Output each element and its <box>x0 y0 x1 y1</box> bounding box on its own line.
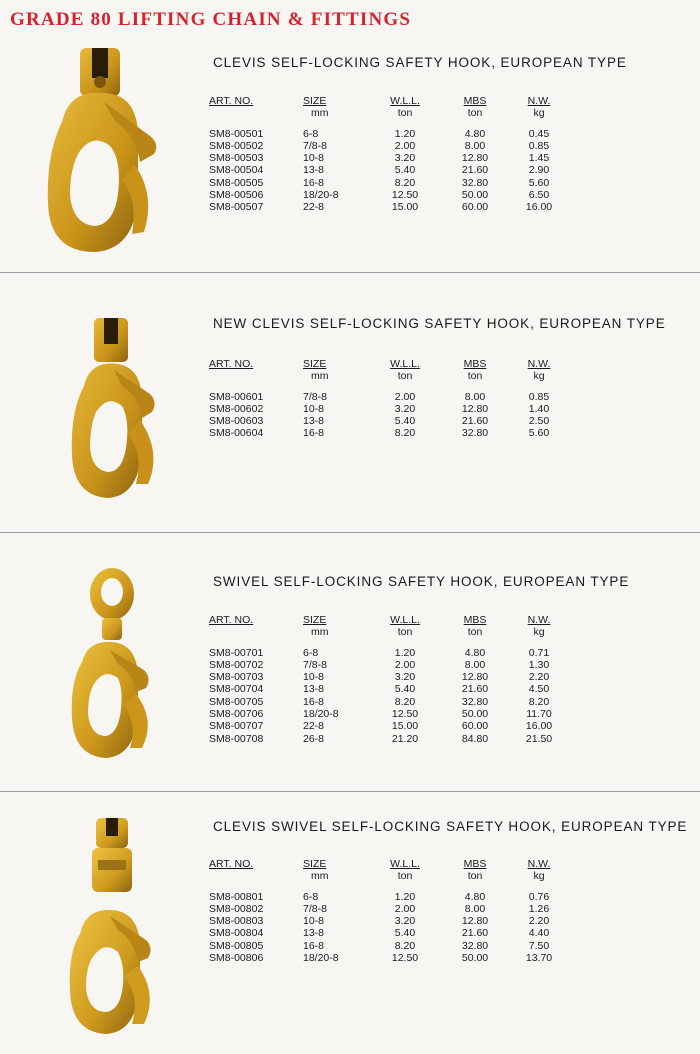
section-divider <box>0 791 700 792</box>
table-row <box>209 927 569 939</box>
cell-size: 10-8 <box>303 915 325 928</box>
cell-art-no: SM8-00601 <box>209 390 264 403</box>
cell-nw: 0.85 <box>528 139 550 152</box>
section-title: CLEVIS SELF-LOCKING SAFETY HOOK, EUROPEAN TYPE <box>213 55 627 70</box>
cell-size: 10-8 <box>303 152 325 165</box>
col-size: SIZE <box>303 614 327 626</box>
cell-size: 13-8 <box>303 683 325 696</box>
cell-size: 13-8 <box>303 415 325 428</box>
units-row <box>209 107 569 127</box>
col-wll: W.L.L. <box>390 614 420 626</box>
cell-art-no: SM8-00501 <box>209 127 264 140</box>
cell-art-no: SM8-00806 <box>209 952 264 965</box>
col-art-no: ART. NO. <box>209 858 254 870</box>
cell-nw: 8.20 <box>528 695 550 708</box>
table-row <box>209 164 569 176</box>
table-row <box>209 720 569 732</box>
cell-wll: 1.20 <box>394 646 416 659</box>
cell-size: 10-8 <box>303 402 325 415</box>
cell-mbs: 8.00 <box>464 658 486 671</box>
unit-size: mm <box>311 107 329 120</box>
table-row <box>209 403 569 415</box>
cell-wll: 8.20 <box>394 695 416 708</box>
cell-wll: 5.40 <box>394 415 416 428</box>
cell-mbs: 21.60 <box>461 927 489 940</box>
spec-table <box>209 614 569 745</box>
cell-mbs: 12.80 <box>461 402 489 415</box>
section-divider <box>0 532 700 533</box>
spec-table <box>209 358 569 440</box>
cell-wll: 15.00 <box>391 720 419 733</box>
cell-wll: 5.40 <box>394 927 416 940</box>
cell-mbs: 21.60 <box>461 164 489 177</box>
table-row <box>209 427 569 439</box>
unit-art-no <box>209 870 301 890</box>
col-size: SIZE <box>303 95 327 107</box>
new-clevis-self-locking-hook-icon <box>66 316 166 502</box>
swivel-self-locking-hook-icon <box>62 566 162 762</box>
cell-nw: 2.20 <box>528 915 550 928</box>
table-header-row <box>209 858 569 870</box>
cell-art-no: SM8-00701 <box>209 646 264 659</box>
clevis-swivel-self-locking-hook-icon <box>62 816 162 1038</box>
cell-nw: 5.60 <box>528 427 550 440</box>
cell-size: 7/8-8 <box>303 902 327 915</box>
cell-wll: 3.20 <box>394 671 416 684</box>
cell-mbs: 32.80 <box>461 427 489 440</box>
unit-mbs: ton <box>467 370 483 383</box>
cell-wll: 2.00 <box>394 658 416 671</box>
cell-mbs: 50.00 <box>461 708 489 721</box>
cell-nw: 0.71 <box>528 646 550 659</box>
cell-nw: 4.40 <box>528 927 550 940</box>
cell-mbs: 21.60 <box>461 683 489 696</box>
cell-nw: 2.20 <box>528 671 550 684</box>
cell-size: 16-8 <box>303 695 325 708</box>
cell-wll: 5.40 <box>394 683 416 696</box>
cell-wll: 3.20 <box>394 402 416 415</box>
cell-size: 6-8 <box>303 890 319 903</box>
cell-art-no: SM8-00801 <box>209 890 264 903</box>
cell-art-no: SM8-00503 <box>209 152 264 165</box>
cell-size: 6-8 <box>303 127 319 140</box>
section-title: SWIVEL SELF-LOCKING SAFETY HOOK, EUROPEAN TYPE <box>213 574 630 589</box>
cell-mbs: 8.00 <box>464 902 486 915</box>
table-row <box>209 683 569 695</box>
page-title: GRADE 80 LIFTING CHAIN & FITTINGS <box>10 9 412 30</box>
table-row <box>209 128 569 140</box>
col-mbs: MBS <box>463 358 487 370</box>
cell-size: 22-8 <box>303 201 325 214</box>
cell-nw: 1.40 <box>528 402 550 415</box>
cell-art-no: SM8-00504 <box>209 164 264 177</box>
cell-size: 18/20-8 <box>303 189 339 202</box>
table-row <box>209 903 569 915</box>
col-mbs: MBS <box>463 858 487 870</box>
cell-nw: 6.50 <box>528 189 550 202</box>
col-nw: N.W. <box>527 614 551 626</box>
cell-mbs: 50.00 <box>461 952 489 965</box>
table-row <box>209 152 569 164</box>
unit-wll: ton <box>397 626 413 639</box>
cell-art-no: SM8-00604 <box>209 427 264 440</box>
unit-art-no <box>209 370 301 390</box>
cell-wll: 2.00 <box>394 139 416 152</box>
cell-wll: 5.40 <box>394 164 416 177</box>
cell-size: 7/8-8 <box>303 139 327 152</box>
cell-size: 13-8 <box>303 927 325 940</box>
cell-wll: 1.20 <box>394 890 416 903</box>
cell-nw: 0.45 <box>528 127 550 140</box>
col-size: SIZE <box>303 858 327 870</box>
cell-nw: 2.90 <box>528 164 550 177</box>
cell-art-no: SM8-00505 <box>209 176 264 189</box>
cell-nw: 1.45 <box>528 152 550 165</box>
cell-wll: 8.20 <box>394 939 416 952</box>
table-row <box>209 671 569 683</box>
cell-art-no: SM8-00702 <box>209 658 264 671</box>
units-row <box>209 626 569 646</box>
cell-art-no: SM8-00802 <box>209 902 264 915</box>
cell-nw: 4.50 <box>528 683 550 696</box>
table-row <box>209 891 569 903</box>
cell-nw: 2.50 <box>528 415 550 428</box>
cell-mbs: 8.00 <box>464 139 486 152</box>
unit-mbs: ton <box>467 107 483 120</box>
unit-size: mm <box>311 626 329 639</box>
cell-size: 16-8 <box>303 427 325 440</box>
cell-art-no: SM8-00707 <box>209 720 264 733</box>
cell-art-no: SM8-00804 <box>209 927 264 940</box>
cell-mbs: 4.80 <box>464 890 486 903</box>
col-wll: W.L.L. <box>390 95 420 107</box>
unit-mbs: ton <box>467 870 483 883</box>
section-divider <box>0 272 700 273</box>
unit-nw: kg <box>533 626 545 639</box>
unit-art-no <box>209 626 301 646</box>
cell-nw: 16.00 <box>525 201 553 214</box>
table-row <box>209 177 569 189</box>
unit-mbs: ton <box>467 626 483 639</box>
table-row <box>209 189 569 201</box>
cell-size: 18/20-8 <box>303 708 339 721</box>
cell-art-no: SM8-00704 <box>209 683 264 696</box>
table-row <box>209 659 569 671</box>
unit-size: mm <box>311 370 329 383</box>
table-row <box>209 140 569 152</box>
cell-art-no: SM8-00703 <box>209 671 264 684</box>
cell-size: 6-8 <box>303 646 319 659</box>
cell-wll: 12.50 <box>391 952 419 965</box>
table-row <box>209 940 569 952</box>
cell-art-no: SM8-00603 <box>209 415 264 428</box>
cell-size: 16-8 <box>303 939 325 952</box>
unit-size: mm <box>311 870 329 883</box>
unit-wll: ton <box>397 107 413 120</box>
cell-nw: 0.85 <box>528 390 550 403</box>
section-title: NEW CLEVIS SELF-LOCKING SAFETY HOOK, EUROPEAN TYPE <box>213 316 666 331</box>
cell-nw: 13.70 <box>525 952 553 965</box>
table-row <box>209 952 569 964</box>
cell-wll: 12.50 <box>391 708 419 721</box>
cell-nw: 1.26 <box>528 902 550 915</box>
cell-mbs: 12.80 <box>461 152 489 165</box>
cell-wll: 2.00 <box>394 390 416 403</box>
cell-mbs: 32.80 <box>461 939 489 952</box>
cell-wll: 8.20 <box>394 427 416 440</box>
col-art-no: ART. NO. <box>209 614 254 626</box>
cell-nw: 21.50 <box>525 732 553 745</box>
table-row <box>209 915 569 927</box>
col-wll: W.L.L. <box>390 858 420 870</box>
cell-nw: 7.50 <box>528 939 550 952</box>
cell-mbs: 12.80 <box>461 915 489 928</box>
cell-size: 7/8-8 <box>303 390 327 403</box>
table-row <box>209 696 569 708</box>
unit-nw: kg <box>533 870 545 883</box>
col-nw: N.W. <box>527 95 551 107</box>
table-row <box>209 647 569 659</box>
col-mbs: MBS <box>463 614 487 626</box>
cell-mbs: 84.80 <box>461 732 489 745</box>
cell-size: 10-8 <box>303 671 325 684</box>
cell-art-no: SM8-00506 <box>209 189 264 202</box>
cell-nw: 16.00 <box>525 720 553 733</box>
col-size: SIZE <box>303 358 327 370</box>
cell-art-no: SM8-00507 <box>209 201 264 214</box>
cell-mbs: 8.00 <box>464 390 486 403</box>
col-nw: N.W. <box>527 358 551 370</box>
cell-art-no: SM8-00708 <box>209 732 264 745</box>
cell-mbs: 21.60 <box>461 415 489 428</box>
cell-size: 26-8 <box>303 732 325 745</box>
table-header-row <box>209 95 569 107</box>
cell-wll: 15.00 <box>391 201 419 214</box>
table-row <box>209 201 569 213</box>
spec-table <box>209 95 569 214</box>
col-art-no: ART. NO. <box>209 358 254 370</box>
cell-wll: 12.50 <box>391 189 419 202</box>
col-art-no: ART. NO. <box>209 95 254 107</box>
table-row <box>209 391 569 403</box>
clevis-self-locking-hook-icon <box>40 44 170 262</box>
table-row <box>209 708 569 720</box>
cell-wll: 21.20 <box>391 732 419 745</box>
spec-table <box>209 858 569 964</box>
unit-art-no <box>209 107 301 127</box>
table-row <box>209 733 569 745</box>
cell-nw: 5.60 <box>528 176 550 189</box>
cell-mbs: 4.80 <box>464 127 486 140</box>
table-row <box>209 415 569 427</box>
cell-size: 18/20-8 <box>303 952 339 965</box>
cell-nw: 11.70 <box>526 708 552 721</box>
cell-wll: 1.20 <box>394 127 416 140</box>
cell-art-no: SM8-00602 <box>209 402 264 415</box>
table-header-row <box>209 358 569 370</box>
cell-mbs: 50.00 <box>461 189 489 202</box>
cell-mbs: 32.80 <box>461 176 489 189</box>
cell-mbs: 4.80 <box>464 646 486 659</box>
cell-art-no: SM8-00502 <box>209 139 264 152</box>
cell-wll: 2.00 <box>394 902 416 915</box>
cell-wll: 8.20 <box>394 176 416 189</box>
section-title: CLEVIS SWIVEL SELF-LOCKING SAFETY HOOK, EUROPEAN TYPE <box>213 819 688 834</box>
cell-size: 16-8 <box>303 176 325 189</box>
table-header-row <box>209 614 569 626</box>
cell-size: 22-8 <box>303 720 325 733</box>
cell-mbs: 60.00 <box>461 720 489 733</box>
cell-art-no: SM8-00805 <box>209 939 264 952</box>
units-row <box>209 870 569 890</box>
cell-wll: 3.20 <box>394 915 416 928</box>
cell-art-no: SM8-00705 <box>209 695 264 708</box>
cell-mbs: 32.80 <box>461 695 489 708</box>
cell-mbs: 12.80 <box>461 671 489 684</box>
col-nw: N.W. <box>527 858 551 870</box>
cell-size: 7/8-8 <box>303 658 327 671</box>
cell-art-no: SM8-00706 <box>209 708 264 721</box>
unit-nw: kg <box>533 370 545 383</box>
cell-art-no: SM8-00803 <box>209 915 264 928</box>
cell-size: 13-8 <box>303 164 325 177</box>
col-wll: W.L.L. <box>390 358 420 370</box>
cell-nw: 0.76 <box>528 890 550 903</box>
unit-nw: kg <box>533 107 545 120</box>
units-row <box>209 370 569 390</box>
cell-mbs: 60.00 <box>461 201 489 214</box>
unit-wll: ton <box>397 370 413 383</box>
cell-wll: 3.20 <box>394 152 416 165</box>
unit-wll: ton <box>397 870 413 883</box>
col-mbs: MBS <box>463 95 487 107</box>
cell-nw: 1.30 <box>528 658 550 671</box>
